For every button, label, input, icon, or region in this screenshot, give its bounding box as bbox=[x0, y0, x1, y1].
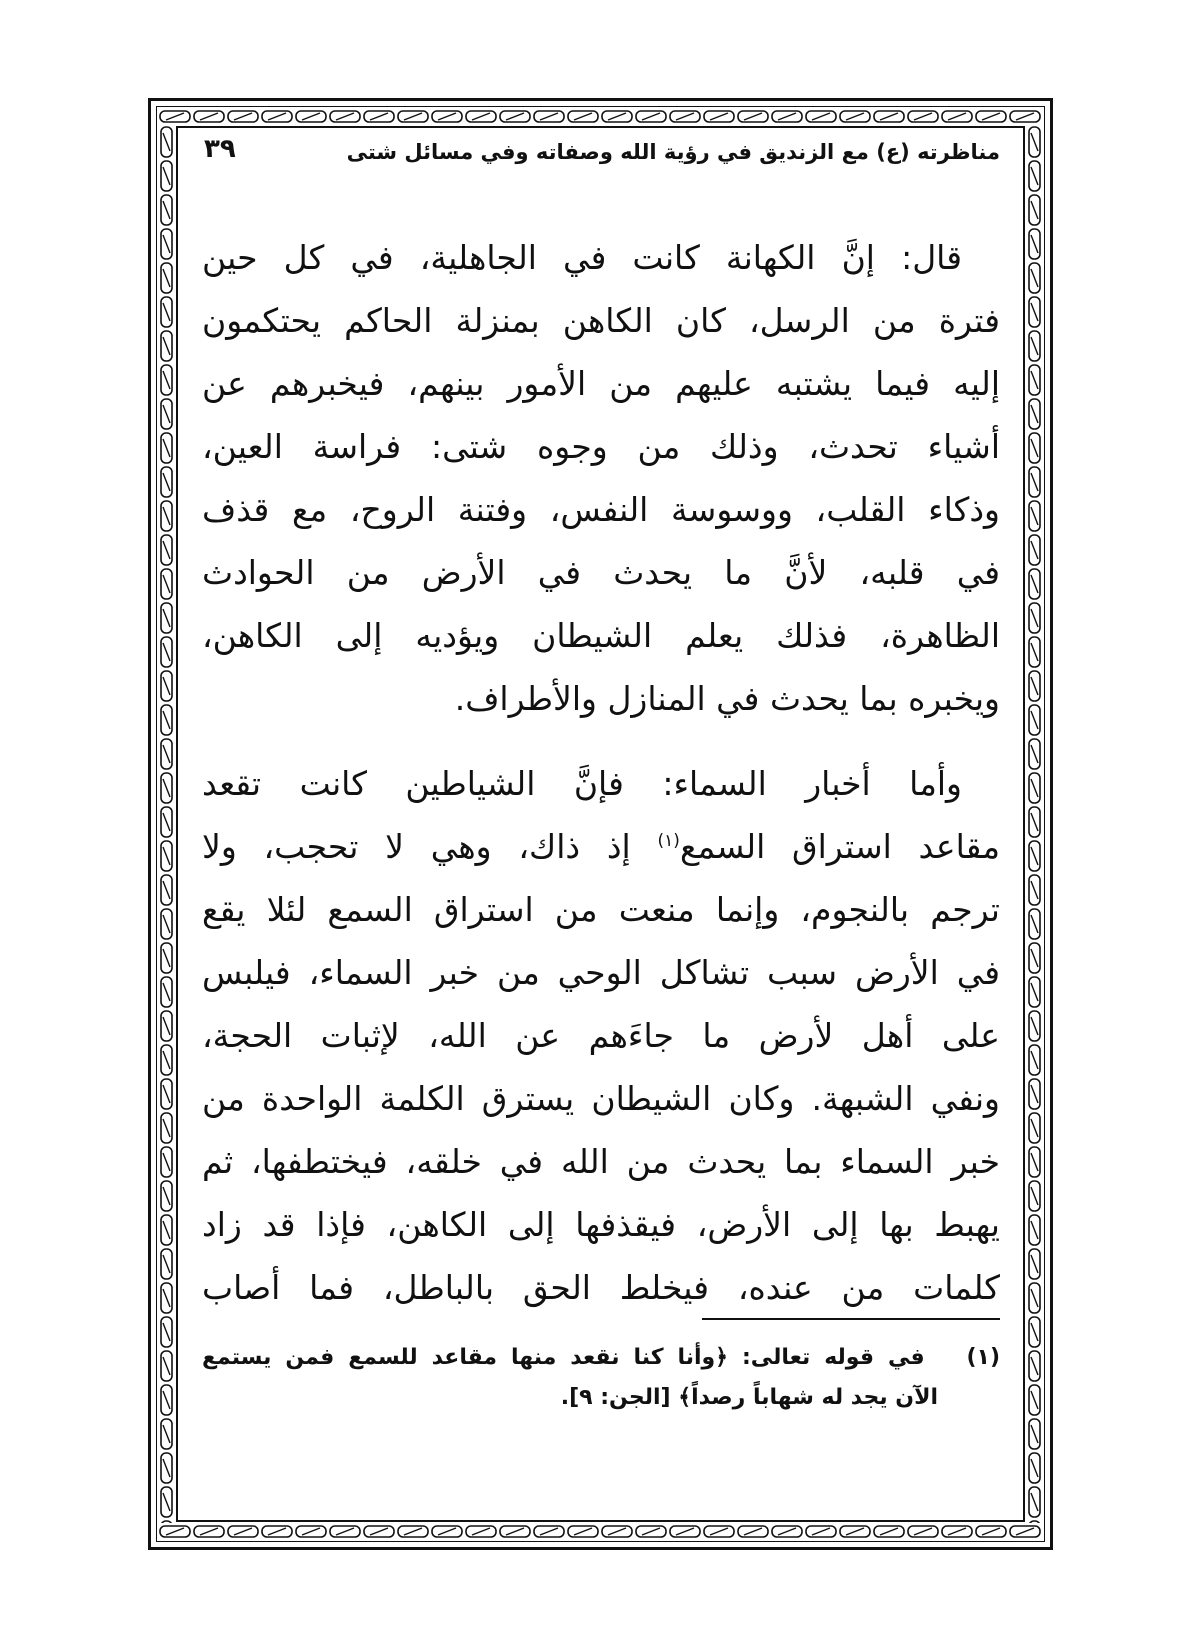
text-line: في الأرض سبب تشاكل الوحي من خبر السماء، فيلبس bbox=[202, 953, 1000, 992]
text-line: على أهل لأرض ما جاءَهم عن الله، لإثبات الحجة، bbox=[202, 1016, 1000, 1055]
text-line: قال: إنَّ الكهانة كانت في الجاهلية، في كل حين bbox=[202, 238, 962, 277]
page-number: ٣٩ bbox=[204, 134, 236, 164]
ornamental-border-bottom bbox=[158, 1523, 1043, 1540]
footnote-reference[interactable]: (١) bbox=[657, 831, 680, 851]
text-line: فترة من الرسل، كان الكاهن بمنزلة الحاكم يحتكمون bbox=[202, 301, 1000, 340]
text-line: كلمات من عنده، فيخلط الحق بالباطل، فما أصاب bbox=[202, 1268, 1000, 1307]
ornamental-border-top bbox=[158, 108, 1043, 125]
text-line: ويخبره بما يحدث في المنازل والأطراف. bbox=[454, 679, 1000, 718]
text-line: ترجم بالنجوم، وإنما منعت من استراق السمع لئلا يقع bbox=[202, 890, 1000, 929]
footnote-text: في قوله تعالى: ﴿وأنا كنا نقعد منها مقاعد للسمع فمن يستمع bbox=[202, 1345, 925, 1370]
footnote-line bbox=[202, 1338, 1000, 1378]
text-line: خبر السماء بما يحدث من الله في خلقه، فيختطفها، ثم bbox=[202, 1142, 1000, 1181]
running-title: مناظرته (ع) مع الزنديق في رؤية الله وصفاته وفي مسائل شتى bbox=[346, 140, 1000, 164]
ornamental-border-right bbox=[1026, 125, 1043, 1523]
text-line: يهبط بها إلى الأرض، فيقذفها إلى الكاهن، فإذا قد زاد bbox=[202, 1205, 1000, 1244]
footnote-number: (١) bbox=[966, 1345, 1000, 1370]
text-line: إليه فيما يشتبه عليهم من الأمور بينهم، فيخبرهم عن bbox=[202, 364, 1000, 403]
text-line: وأما أخبار السماء: فإنَّ الشياطين كانت تقعد bbox=[202, 764, 962, 803]
text-line: ونفي الشبهة. وكان الشيطان يسترق الكلمة الواحدة من bbox=[202, 1079, 1000, 1118]
text-segment: مقاعد استراق السمع bbox=[679, 827, 1000, 866]
page-header bbox=[200, 134, 1000, 182]
text-line: الظاهرة، فذلك يعلم الشيطان ويؤديه إلى الكاهن، bbox=[202, 616, 1000, 655]
text-line-with-footnote bbox=[202, 815, 1000, 878]
text-line: وذكاء القلب، ووسوسة النفس، وفتنة الروح، مع قذف bbox=[202, 490, 1000, 529]
paragraph-2 bbox=[202, 752, 1000, 1319]
ornamental-border-left bbox=[158, 125, 175, 1523]
footnote bbox=[202, 1338, 1000, 1418]
footnote-divider bbox=[702, 1318, 1000, 1320]
paragraph-1 bbox=[202, 226, 1000, 730]
text-segment: إذ ذاك، وهي لا تحجب، ولا bbox=[202, 827, 631, 866]
text-line: أشياء تحدث، وذلك من وجوه شتى: فراسة العين، bbox=[202, 427, 1000, 466]
text-line: في قلبه، لأنَّ ما يحدث في الأرض من الحوادث bbox=[202, 553, 1000, 592]
footnote-line: الآن يجد له شهاباً رصداً﴾ [الجن: ٩]. bbox=[560, 1385, 938, 1410]
